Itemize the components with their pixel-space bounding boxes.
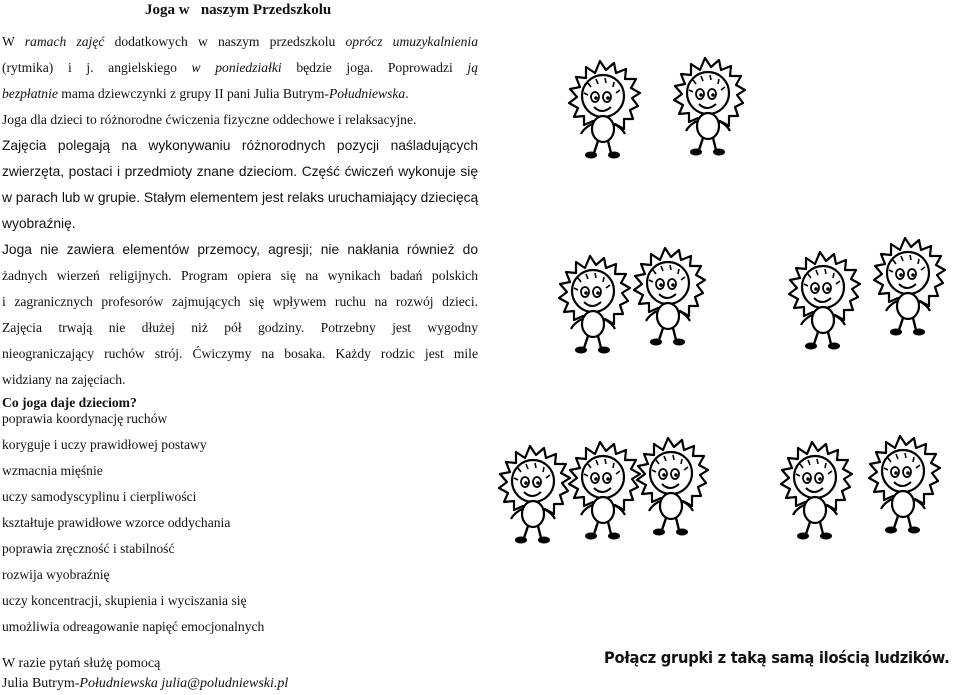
intro-line-2 [2, 55, 478, 81]
body-line: widziany na zajęciach. [2, 372, 126, 387]
body-line: w parach lub w grupie. Stałym elementem jest relaks uruchamiający dziecięcą [2, 190, 479, 205]
intro-text: W [2, 34, 25, 49]
kid-figure [569, 442, 640, 540]
intro-italic: oprócz umuzykalnienia [345, 34, 478, 49]
intro-paragraph [2, 29, 478, 107]
body-line: żadnych wierzeń religijnych. Program opiera się na wynikach badań polskich [2, 268, 478, 283]
kid-figure [674, 58, 745, 156]
body-line: zwierzęta, postaci i przedmioty znane dzieciom. Część ćwiczeń wykonuje się [2, 164, 478, 179]
group-of-five [499, 436, 940, 544]
benefit-item: uczy koncentracji, skupienia i wyciszania się [2, 593, 247, 608]
benefit-item: wzmacnia mięśnie [2, 463, 103, 478]
kid-figure [637, 438, 708, 536]
body-line: Joga dla dzieci to różnorodne ćwiczenia fizyczne oddechowe i relaksacyjne. [2, 112, 417, 127]
kid-figure [569, 61, 640, 159]
intro-text: (rytmika) i j. angielskiego [2, 60, 192, 75]
body-line: i zagranicznych profesorów zajmujących się wpływem ruchu na rozwój dzieci. [2, 294, 478, 309]
intro-italic: Południewska [328, 86, 406, 101]
footer-email[interactable]: Południewska julia@poludniewski.pl [79, 676, 289, 691]
intro-text: będzie joga. Poprowadzi [281, 60, 468, 75]
intro-italic: ramach zajęć [24, 34, 105, 49]
benefit-item: uczy samodyscyplinu i cierpliwości [2, 489, 197, 504]
footer-line-1: W razie pytań służę pomocą [2, 656, 161, 671]
kid-figure [499, 446, 570, 544]
intro-text: dodatkowych w naszym przedszkolu [104, 34, 346, 49]
benefit-item: umożliwia odreagowanie napięć emocjonalnych [2, 619, 265, 634]
intro-line-3 [2, 81, 478, 107]
body-line: nieograniczający ruchów strój. Ćwiczymy na bosaka. Każdy rodzic jest mile [2, 346, 478, 361]
body-line: Zajęcia trwają nie dłużej niż pół godziny. Potrzebny jest wygodny [2, 320, 478, 335]
body-line: Zajęcia polegają na wykonywaniu różnorodnych pozycji naśladujących [2, 138, 478, 153]
contact-footer [2, 654, 288, 694]
body-line: Joga nie zawiera elementów przemocy, agresji; nie nakłania również do [2, 242, 478, 257]
page-title: Joga w naszym Przedszkolu [145, 2, 332, 18]
benefit-item: poprawia zręczność i stabilność [2, 541, 175, 556]
intro-italic: w poniedziałki [191, 60, 282, 75]
kid-figure [781, 442, 852, 540]
group-of-four [559, 238, 945, 354]
body-line: wyobraźnię. [2, 216, 76, 231]
kid-figure [634, 248, 705, 346]
benefit-item: poprawia koordynację ruchów [2, 411, 168, 426]
kid-figure [874, 238, 945, 336]
intro-text: mama dziewczynki z grupy II pani Julia Butrym- [57, 86, 329, 101]
kid-figure [789, 252, 860, 350]
intro-text: . [405, 86, 409, 101]
benefit-item: rozwija wyobraźnię [2, 567, 110, 582]
footer-line-2 [2, 674, 288, 694]
footer-name: Julia Butrym- [2, 676, 80, 691]
body-text [2, 107, 478, 393]
benefits-heading: Co joga daje dzieciom? [2, 395, 137, 410]
benefits-list [2, 411, 264, 645]
intro-italic: ją [467, 60, 478, 75]
intro-italic: bezpłatnie [2, 86, 58, 101]
intro-line-1 [2, 29, 478, 55]
kid-figure [869, 436, 940, 534]
benefit-item: koryguje i uczy prawidłowej postawy [2, 437, 207, 452]
kid-figure [559, 256, 630, 354]
group-of-two [569, 58, 745, 159]
exercise-caption: Połącz grupki z taką samą ilością ludzików. [604, 648, 950, 667]
benefit-item: kształtuje prawidłowe wzorce oddychania [2, 515, 231, 530]
